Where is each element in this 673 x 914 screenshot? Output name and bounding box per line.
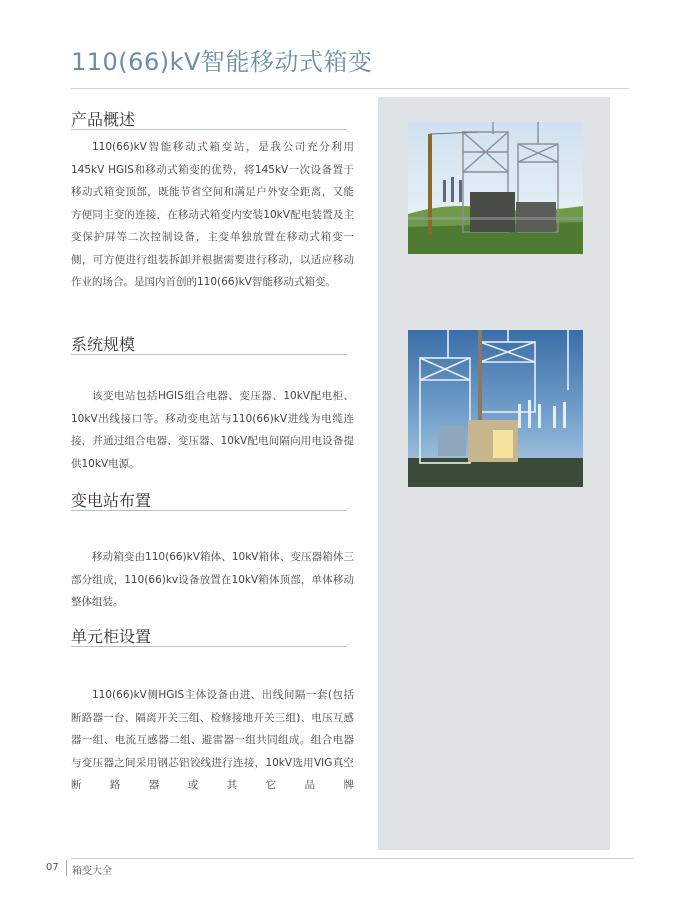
section-body-layout: 移动箱变由110(66)kV箱体、10kV箱体、变压器箱体三部分组成，110(66)kv设备放置在10kV箱体顶部，单体移动整体组装。: [71, 551, 354, 608]
section-divider: [71, 646, 347, 647]
section-heading-overview: 产品概述: [71, 110, 136, 129]
footer-separator: [66, 860, 67, 876]
section-body-overview: 110(66)kV智能移动式箱变站，是我公司充分利用145kV HGIS和移动式箱变的优势，将145kV一次设备置于移动式箱变顶部，既能节省空间和满足户外安全距离，又能方便同主变的连接，在移动式箱变内安装10kV配电装置及主变保护屏等二次控制设备，主变单独放置在移动式箱变一侧，可方便进行组装拆卸并根据需要进行移动，以适应移动作业的场合。是国内首创的110(66)kV智能移动式箱变。: [71, 141, 354, 288]
page-title: 110(66)kV智能移动式箱变: [71, 48, 373, 76]
section-heading-units: 单元柜设置: [71, 627, 152, 646]
section-divider: [71, 129, 347, 130]
section-heading-layout: 变电站布置: [71, 491, 152, 510]
page-number: 07: [46, 862, 59, 873]
section-body-scale: 该变电站包括HGIS组合电器、变压器、10kV配电柜、10kV出线接口等。移动变电站与110(66)kV进线为电缆连接，并通过组合电器、变压器、10kV配电间隔向用电设备提供10kV电源。: [71, 390, 354, 470]
section-body-units: 110(66)kV侧HGIS主体设备由进、出线间隔一套(包括断路器一台、隔离开关三组、检修接地开关三组)、电压互感器一组、电流互感器二组、避雷器一组共同组成。组合电器与变压器之间采用钢芯铝铰线进行连接，10kV选用VIG真空断路器或其它品牌: [71, 689, 354, 791]
footer-divider: [71, 858, 633, 859]
substation-photo-day: [408, 122, 583, 254]
substation-photo-night: [408, 330, 583, 487]
section-divider: [71, 510, 347, 511]
footer-label: 箱变大全: [72, 866, 112, 877]
section-divider: [71, 354, 347, 355]
section-heading-scale: 系统规模: [71, 335, 136, 354]
title-divider: [71, 88, 629, 89]
